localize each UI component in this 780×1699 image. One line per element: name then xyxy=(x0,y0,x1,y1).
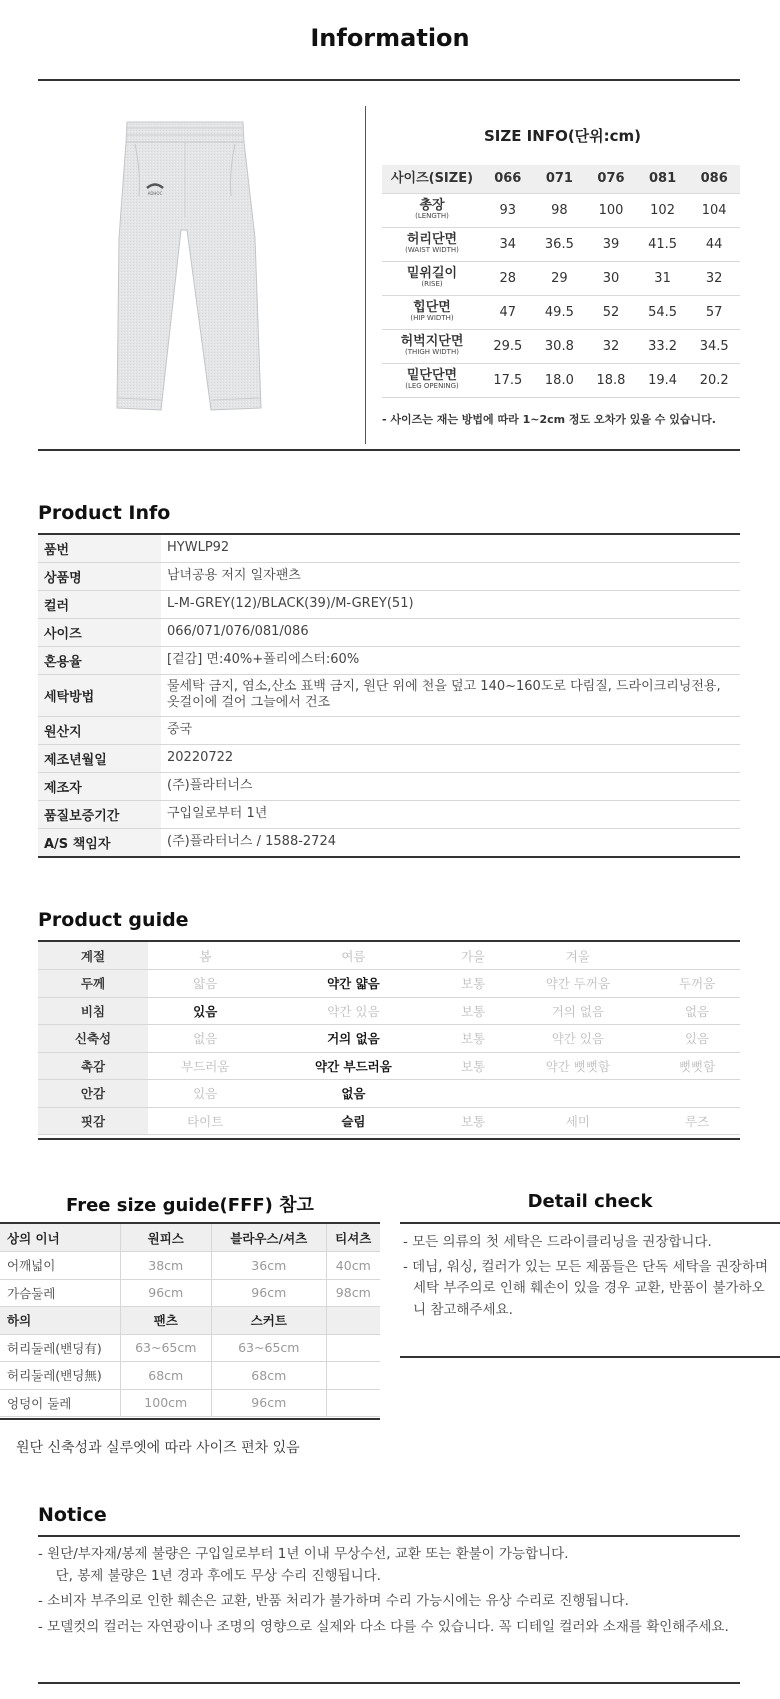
guide-option: 없음 xyxy=(654,997,740,1025)
free-size-table xyxy=(0,1224,380,1417)
free-size-row xyxy=(0,1389,380,1417)
product-info-value: 구입일로부터 1년 xyxy=(161,800,740,828)
size-value-cell: 100 xyxy=(585,193,637,227)
product-info-key: 혼용율 xyxy=(38,647,161,675)
free-size-cell: 68cm xyxy=(212,1362,327,1390)
guide-option: 가을 xyxy=(444,942,501,970)
free-size-key: 가슴둘레 xyxy=(0,1279,120,1307)
guide-option: 부드러움 xyxy=(148,1052,262,1080)
size-row-label xyxy=(382,295,482,329)
guide-option: 루즈 xyxy=(654,1107,740,1135)
product-info-key: 품질보증기간 xyxy=(38,800,161,828)
guide-option: 약간 얇음 xyxy=(262,970,444,998)
free-size-header-row xyxy=(0,1224,380,1252)
size-label-en: (HIP WIDTH) xyxy=(410,314,454,323)
free-size-bottom-divider xyxy=(0,1418,380,1420)
size-label-ko: 밑위길이 xyxy=(406,266,458,281)
free-size-key: 하의 xyxy=(0,1307,120,1335)
free-size-cell: 36cm xyxy=(212,1252,327,1280)
size-value-cell: 33.2 xyxy=(637,329,689,363)
guide-option xyxy=(654,942,740,970)
product-guide-table-wrapper xyxy=(38,942,740,1135)
free-size-cell: 100cm xyxy=(120,1389,212,1417)
free-size-cell: 티셔츠 xyxy=(326,1224,380,1252)
product-info-key: 상품명 xyxy=(38,563,161,591)
product-info-key: 세탁방법 xyxy=(38,675,161,717)
size-table-row xyxy=(382,295,740,329)
size-label-ko: 힙단면 xyxy=(413,300,451,315)
guide-option: 슬림 xyxy=(262,1107,444,1135)
size-table-row xyxy=(382,193,740,227)
guide-key: 핏감 xyxy=(38,1107,148,1135)
info-bottom-divider xyxy=(38,449,740,451)
product-info-key: 제조년월일 xyxy=(38,744,161,772)
guide-option: 두꺼움 xyxy=(654,970,740,998)
product-info-table xyxy=(38,535,740,857)
product-image xyxy=(115,118,265,418)
product-info-value: 물세탁 금지, 염소,산소 표백 금지, 원단 위에 천을 덮고 140~160도로 다림질, 드라이크리닝전용, 옷걸이에 걸어 그늘에서 건조 xyxy=(161,675,740,717)
product-info-row xyxy=(38,675,740,717)
guide-option: 거의 없음 xyxy=(262,1025,444,1053)
size-value-cell: 30 xyxy=(585,261,637,295)
size-label-en: (WAIST WIDTH) xyxy=(405,246,459,255)
size-label-ko: 허리단면 xyxy=(406,232,458,247)
detail-check-item: - 데님, 워싱, 컬러가 있는 모든 제품들은 단독 세탁을 권장하며 세탁 부주의로 인해 훼손이 있을 경우 교환, 반품이 불가하오니 참고해주세요. xyxy=(403,1258,769,1318)
free-size-key: 허리둘레(밴딩無) xyxy=(0,1362,120,1390)
guide-option xyxy=(654,1080,740,1108)
free-size-row xyxy=(0,1334,380,1362)
size-value-cell: 47 xyxy=(482,295,534,329)
notice-body xyxy=(38,1544,740,1642)
free-size-cell: 팬츠 xyxy=(120,1307,212,1335)
free-size-cell xyxy=(326,1334,380,1362)
guide-option: 보통 xyxy=(444,997,501,1025)
size-row-label xyxy=(382,227,482,261)
size-table-header xyxy=(382,165,740,193)
size-header-cell: 076 xyxy=(585,165,637,193)
size-value-cell: 36.5 xyxy=(534,227,586,261)
size-value-cell: 102 xyxy=(637,193,689,227)
size-table-row xyxy=(382,261,740,295)
notice-top-divider xyxy=(38,1535,740,1537)
info-top-divider xyxy=(38,79,740,81)
product-info-value: 20220722 xyxy=(161,744,740,772)
free-size-cell: 38cm xyxy=(120,1252,212,1280)
product-info-row xyxy=(38,619,740,647)
product-guide-table xyxy=(38,942,740,1135)
product-info-value: L-M-GREY(12)/BLACK(39)/M-GREY(51) xyxy=(161,591,740,619)
product-info-value: HYWLP92 xyxy=(161,535,740,563)
logo-text: ADHOC xyxy=(147,191,163,196)
information-title: Information xyxy=(310,24,470,52)
product-info-row xyxy=(38,744,740,772)
size-label-ko: 총장 xyxy=(419,198,445,213)
free-size-cell: 98cm xyxy=(326,1279,380,1307)
size-value-cell: 44 xyxy=(688,227,740,261)
free-size-cell: 원피스 xyxy=(120,1224,212,1252)
guide-key: 신축성 xyxy=(38,1025,148,1053)
product-info-row xyxy=(38,535,740,563)
size-value-cell: 32 xyxy=(585,329,637,363)
guide-option: 약간 있음 xyxy=(502,1025,654,1053)
free-size-cell xyxy=(326,1389,380,1417)
guide-option: 약간 있음 xyxy=(262,997,444,1025)
product-info-value: 남녀공용 저지 일자팬츠 xyxy=(161,563,740,591)
product-guide-row xyxy=(38,1025,740,1053)
size-table-row xyxy=(382,329,740,363)
product-info-key: A/S 책임자 xyxy=(38,828,161,856)
product-info-key: 원산지 xyxy=(38,716,161,744)
product-guide-row xyxy=(38,942,740,970)
product-info-value: 066/071/076/081/086 xyxy=(161,619,740,647)
product-info-key: 사이즈 xyxy=(38,619,161,647)
free-size-title: Free size guide(FFF) 참고 xyxy=(66,1195,314,1216)
size-header-cell: 081 xyxy=(637,165,689,193)
free-size-row xyxy=(0,1279,380,1307)
product-info-value: (주)플라터너스 xyxy=(161,772,740,800)
free-size-key: 허리둘레(밴딩有) xyxy=(0,1334,120,1362)
product-info-row xyxy=(38,772,740,800)
size-value-cell: 52 xyxy=(585,295,637,329)
guide-key: 두께 xyxy=(38,970,148,998)
size-label-en: (RISE) xyxy=(421,280,443,289)
product-guide-title: Product guide xyxy=(38,909,189,931)
free-size-cell: 63~65cm xyxy=(212,1334,327,1362)
guide-option xyxy=(502,1080,654,1108)
free-size-cell: 블라우스/셔츠 xyxy=(212,1224,327,1252)
free-size-row xyxy=(0,1362,380,1390)
product-info-value: 중국 xyxy=(161,716,740,744)
size-row-label xyxy=(382,193,482,227)
product-guide-row xyxy=(38,970,740,998)
size-note: - 사이즈는 재는 방법에 따라 1~2cm 정도 오차가 있을 수 있습니다. xyxy=(382,413,716,426)
free-size-cell: 68cm xyxy=(120,1362,212,1390)
guide-option: 봄 xyxy=(148,942,262,970)
size-value-cell: 34 xyxy=(482,227,534,261)
product-info-row xyxy=(38,828,740,856)
product-info-row xyxy=(38,800,740,828)
size-value-cell: 57 xyxy=(688,295,740,329)
product-info-row xyxy=(38,716,740,744)
size-value-cell: 28 xyxy=(482,261,534,295)
guide-option: 있음 xyxy=(148,1080,262,1108)
detail-check-box xyxy=(400,1222,780,1334)
product-info-title: Product Info xyxy=(38,502,171,524)
free-size-cell: 96cm xyxy=(212,1389,327,1417)
size-header-cell: 066 xyxy=(482,165,534,193)
size-row-label xyxy=(382,363,482,397)
guide-option: 없음 xyxy=(148,1025,262,1053)
size-label-en: (LEG OPENING) xyxy=(405,382,459,391)
free-size-cell: 96cm xyxy=(212,1279,327,1307)
guide-option: 보통 xyxy=(444,1052,501,1080)
guide-option: 보통 xyxy=(444,970,501,998)
size-row-label xyxy=(382,261,482,295)
size-table-wrapper xyxy=(382,165,740,398)
detail-check-item: - 모든 의류의 첫 세탁은 드라이클리닝을 권장합니다. xyxy=(403,1234,712,1250)
guide-option: 있음 xyxy=(148,997,262,1025)
free-size-cell xyxy=(326,1362,380,1390)
product-info-row xyxy=(38,591,740,619)
size-value-cell: 18.0 xyxy=(534,363,586,397)
guide-option: 세미 xyxy=(502,1107,654,1135)
guide-option: 보통 xyxy=(444,1025,501,1053)
guide-option: 있음 xyxy=(654,1025,740,1053)
size-value-cell: 18.8 xyxy=(585,363,637,397)
info-vertical-divider xyxy=(365,106,366,444)
size-label-ko: 밑단단면 xyxy=(406,368,458,383)
size-value-cell: 98 xyxy=(534,193,586,227)
guide-option: 약간 뻣뻣함 xyxy=(502,1052,654,1080)
free-size-cell: 스커트 xyxy=(212,1307,327,1335)
free-size-table-wrapper xyxy=(0,1224,380,1417)
size-value-cell: 20.2 xyxy=(688,363,740,397)
size-row-label xyxy=(382,329,482,363)
free-size-key: 어깨넓이 xyxy=(0,1252,120,1280)
product-guide-row xyxy=(38,997,740,1025)
size-value-cell: 30.8 xyxy=(534,329,586,363)
free-size-cell: 40cm xyxy=(326,1252,380,1280)
guide-option: 뻣뻣함 xyxy=(654,1052,740,1080)
notice-title: Notice xyxy=(38,1504,107,1526)
size-label-ko: 허벅지단면 xyxy=(400,334,464,349)
size-label-en: (THIGH WIDTH) xyxy=(405,348,459,357)
free-size-key: 상의 이너 xyxy=(0,1224,120,1252)
free-size-cell: 96cm xyxy=(120,1279,212,1307)
detail-check-title: Detail check xyxy=(527,1191,653,1212)
size-table-row xyxy=(382,363,740,397)
size-value-cell: 93 xyxy=(482,193,534,227)
product-info-value: [겉감] 면:40%+폴리에스터:60% xyxy=(161,647,740,675)
size-header-cell: 086 xyxy=(688,165,740,193)
guide-option: 얇음 xyxy=(148,970,262,998)
product-info-key: 컬러 xyxy=(38,591,161,619)
size-value-cell: 17.5 xyxy=(482,363,534,397)
size-header-cell: 071 xyxy=(534,165,586,193)
size-label-en: (LENGTH) xyxy=(415,212,449,221)
guide-option: 약간 두꺼움 xyxy=(502,970,654,998)
free-size-cell: 63~65cm xyxy=(120,1334,212,1362)
guide-option: 보통 xyxy=(444,1107,501,1135)
product-info-row xyxy=(38,647,740,675)
size-value-cell: 31 xyxy=(637,261,689,295)
size-value-cell: 39 xyxy=(585,227,637,261)
free-size-note: 원단 신축성과 실루엣에 따라 사이즈 편차 있음 xyxy=(16,1440,300,1456)
pants-illustration xyxy=(115,118,265,418)
product-info-bottom-divider xyxy=(38,856,740,858)
notice-item: - 모델컷의 컬러는 자연광이나 조명의 영향으로 실제와 다소 다를 수 있습니다. 꼭 디테일 컬러와 소재를 확인해주세요. xyxy=(38,1618,729,1635)
guide-key: 비침 xyxy=(38,997,148,1025)
size-info-title: SIZE INFO(단위:cm) xyxy=(483,127,642,145)
product-guide-row xyxy=(38,1080,740,1108)
product-guide-row xyxy=(38,1107,740,1135)
size-value-cell: 54.5 xyxy=(637,295,689,329)
guide-option: 거의 없음 xyxy=(502,997,654,1025)
size-value-cell: 19.4 xyxy=(637,363,689,397)
guide-option xyxy=(444,1080,501,1108)
size-header-cell: 사이즈(SIZE) xyxy=(382,165,482,193)
detail-check-list xyxy=(400,1222,780,1334)
size-value-cell: 34.5 xyxy=(688,329,740,363)
product-guide-bottom-divider xyxy=(38,1138,740,1140)
size-value-cell: 29.5 xyxy=(482,329,534,363)
free-size-key: 엉덩이 둘레 xyxy=(0,1389,120,1417)
product-info-row xyxy=(38,563,740,591)
size-value-cell: 29 xyxy=(534,261,586,295)
guide-option: 약간 부드러움 xyxy=(262,1052,444,1080)
guide-key: 계절 xyxy=(38,942,148,970)
size-table-row xyxy=(382,227,740,261)
guide-key: 안감 xyxy=(38,1080,148,1108)
guide-key: 촉감 xyxy=(38,1052,148,1080)
free-size-cell xyxy=(326,1307,380,1335)
size-value-cell: 32 xyxy=(688,261,740,295)
detail-check-bottom-divider xyxy=(400,1356,780,1358)
product-info-key: 제조자 xyxy=(38,772,161,800)
product-info-table-wrapper xyxy=(38,535,740,857)
guide-option: 겨울 xyxy=(502,942,654,970)
product-info-value: (주)플라터너스 / 1588-2724 xyxy=(161,828,740,856)
notice-bottom-divider xyxy=(38,1682,740,1684)
size-value-cell: 49.5 xyxy=(534,295,586,329)
notice-item: - 소비자 부주의로 인한 훼손은 교환, 반품 처리가 불가하며 수리 가능시에는 유상 수리로 진행됩니다. xyxy=(38,1593,629,1610)
product-info-key: 품번 xyxy=(38,535,161,563)
guide-option: 타이트 xyxy=(148,1107,262,1135)
guide-option: 없음 xyxy=(262,1080,444,1108)
free-size-header-row xyxy=(0,1307,380,1335)
notice-item: - 원단/부자재/봉제 불량은 구입일로부터 1년 이내 무상수선, 교환 또는 환불이 가능합니다. 단, 봉제 불량은 1년 경과 후에도 무상 수리 진행됩니다. xyxy=(38,1546,569,1584)
free-size-row xyxy=(0,1252,380,1280)
size-value-cell: 41.5 xyxy=(637,227,689,261)
size-table xyxy=(382,165,740,398)
product-guide-row xyxy=(38,1052,740,1080)
size-value-cell: 104 xyxy=(688,193,740,227)
guide-option: 여름 xyxy=(262,942,444,970)
